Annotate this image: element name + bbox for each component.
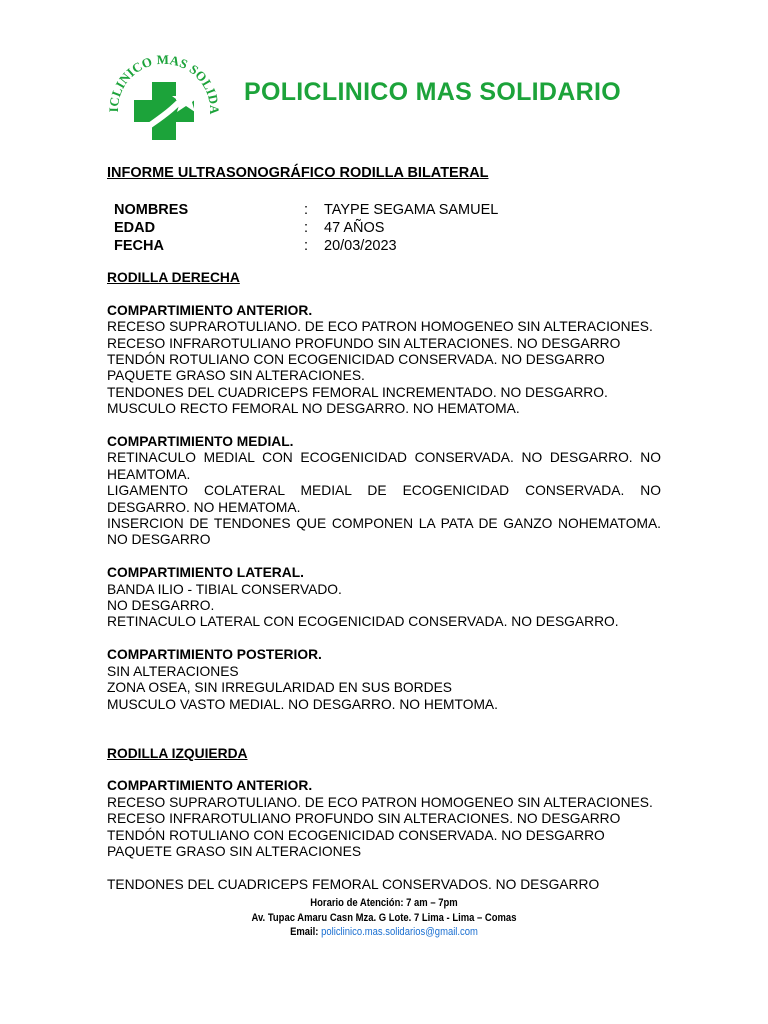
separator: : — [304, 202, 309, 218]
finding-line: RETINACULO LATERAL CON ECOGENICIDAD CONSERVADA. NO DESGARRO. — [107, 614, 619, 630]
finding-line: RECESO INFRAROTULIANO PROFUNDO SIN ALTERACIONES. NO DESGARRO — [107, 335, 621, 351]
finding-line: PAQUETE GRASO SIN ALTERACIONES. — [107, 368, 365, 384]
left-knee-heading: RODILLA IZQUIERDA — [107, 745, 248, 761]
finding-line: SIN ALTERACIONES — [107, 663, 239, 679]
finding-line: ZONA OSEA, SIN IRREGULARIDAD EN SUS BORDES — [107, 680, 452, 696]
finding-line: BANDA ILIO - TIBIAL CONSERVADO. — [107, 581, 342, 597]
footer-email-link[interactable]: policlinico.mas.solidarios@gmail.com — [321, 926, 478, 938]
finding-line: RECESO SUPRAROTULIANO. DE ECO PATRON HOMOGENEO SIN ALTERACIONES. — [107, 319, 653, 335]
patient-name-row — [114, 201, 498, 219]
finding-line: MUSCULO VASTO MEDIAL. NO DESGARRO. NO HEMTOMA. — [107, 696, 498, 712]
finding-line: TENDÓN ROTULIANO CON ECOGENICIDAD CONSERVADA. NO DESGARRO — [107, 352, 605, 368]
right-knee-heading: RODILLA DERECHA — [107, 270, 240, 285]
footer-hours: Horario de Atención: 7 am – 7pm — [310, 897, 458, 909]
finding-line: PAQUETE GRASO SIN ALTERACIONES — [107, 844, 362, 860]
spacer — [107, 729, 661, 745]
patient-age-value: 47 AÑOS — [324, 220, 385, 236]
finding-line: TENDONES DEL CUADRICEPS FEMORAL CONSERVADOS. NO DESGARRO — [107, 876, 600, 892]
finding-line: MUSCULO RECTO FEMORAL NO DESGARRO. NO HEMATOMA. — [107, 401, 520, 417]
clinic-name: POLICLINICO MAS SOLIDARIO — [244, 78, 621, 106]
finding-line: TENDÓN ROTULIANO CON ECOGENICIDAD CONSERVADA. NO DESGARRO — [107, 827, 605, 843]
left-anterior-section — [107, 778, 661, 860]
section-heading: COMPARTIMIENTO ANTERIOR. — [107, 302, 313, 318]
patient-name-value: TAYPE SEGAMA SAMUEL — [324, 202, 499, 218]
patient-date-label: FECHA — [114, 238, 164, 254]
section-heading: COMPARTIMIENTO ANTERIOR. — [107, 778, 313, 794]
page-footer — [54, 896, 714, 940]
finding-line: NO DESGARRO. — [107, 598, 215, 614]
patient-age-label: EDAD — [114, 220, 156, 236]
patient-date-value: 20/03/2023 — [324, 238, 397, 254]
green-cross-icon — [134, 82, 200, 140]
section-heading: COMPARTIMIENTO MEDIAL. — [107, 434, 294, 450]
report-body — [107, 270, 661, 893]
finding-line: TENDONES DEL CUADRICEPS FEMORAL INCREMENTADO. NO DESGARRO. — [107, 384, 608, 400]
report-title: INFORME ULTRASONOGRÁFICO RODILLA BILATERAL — [107, 165, 489, 181]
logo-arc-text: ICLINICO MAS SOLIDA — [105, 51, 223, 115]
right-medial-section — [107, 434, 661, 549]
clinic-logo — [100, 48, 228, 152]
right-posterior-section — [107, 647, 661, 713]
finding-line: RETINACULO MEDIAL CON ECOGENICIDAD CONSERVADA. NO DESGARRO. NO HEAMTOMA. — [107, 450, 661, 482]
finding-line: RECESO INFRAROTULIANO PROFUNDO SIN ALTERACIONES. NO DESGARRO — [107, 811, 621, 827]
footer-address: Av. Tupac Amaru Casn Mza. G Lote. 7 Lima - Lima – Comas — [251, 911, 517, 924]
footer-email-row — [54, 925, 714, 940]
finding-line: INSERCION DE TENDONES QUE COMPONEN LA PATA DE GANZO NOHEMATOMA. NO DESGARRO — [107, 516, 661, 548]
right-anterior-section — [107, 303, 661, 418]
patient-date-row — [114, 237, 498, 255]
section-heading: COMPARTIMIENTO LATERAL. — [107, 565, 304, 581]
finding-line: RECESO SUPRAROTULIANO. DE ECO PATRON HOMOGENEO SIN ALTERACIONES. — [107, 794, 653, 810]
right-lateral-section — [107, 565, 661, 631]
patient-name-label: NOMBRES — [114, 202, 189, 218]
separator: : — [304, 220, 309, 236]
finding-line: LIGAMENTO COLATERAL MEDIAL DE ECOGENICIDAD CONSERVADA. NO DESGARRO. NO HEMATOMA. — [107, 483, 661, 515]
section-heading: COMPARTIMIENTO POSTERIOR. — [107, 647, 322, 663]
patient-age-row — [114, 219, 498, 237]
patient-info — [114, 201, 498, 255]
separator: : — [304, 238, 309, 254]
footer-email-label: Email: — [290, 926, 319, 938]
